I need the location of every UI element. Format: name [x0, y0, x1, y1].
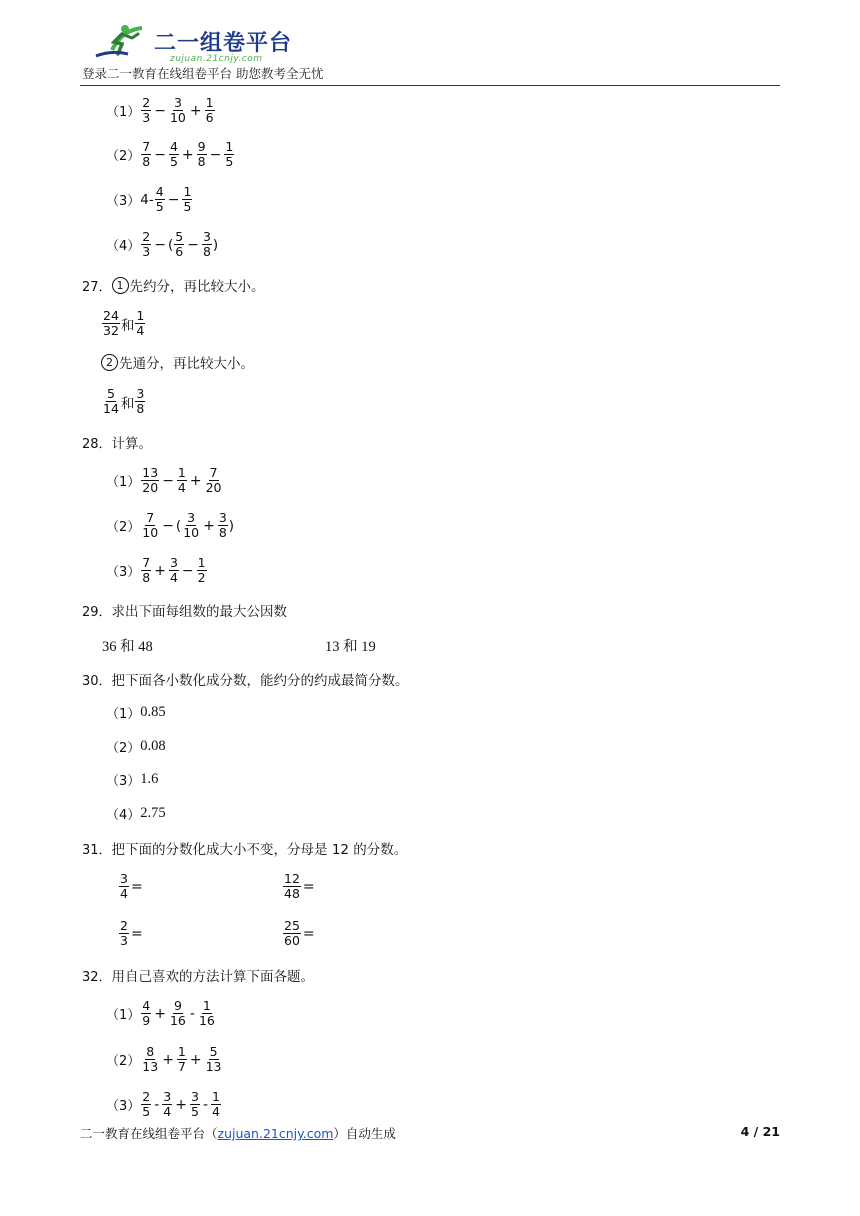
question-number: 31． [82, 842, 112, 858]
expression-text: 4- [140, 191, 154, 208]
question-text: 把下面各小数化成分数，能约分的约成最简分数。 [111, 673, 409, 689]
q28-heading [82, 432, 152, 452]
operator: - [154, 1096, 160, 1113]
denominator: 5 [225, 154, 234, 169]
denominator: 4 [120, 886, 128, 901]
fraction [169, 999, 187, 1028]
fraction [197, 556, 207, 585]
math-expression [140, 140, 235, 169]
denominator: 4 [163, 1104, 172, 1119]
equals-sign: = [130, 925, 143, 942]
fraction [141, 999, 151, 1028]
header-divider [80, 85, 780, 86]
denominator: 32 [103, 323, 119, 338]
fraction [141, 1090, 151, 1119]
q31-fraction-2 [282, 872, 315, 901]
q30-heading [82, 669, 409, 689]
question-number: 29． [82, 604, 112, 620]
fraction [141, 96, 151, 125]
question-text: 先约分，再比较大小。 [129, 279, 265, 295]
item-label: （1） [106, 1008, 141, 1023]
question-text: 用自己喜欢的方法计算下面各题。 [111, 969, 315, 985]
fraction [135, 387, 145, 416]
question-text: 把下面的分数化成大小不变，分母是 12 的分数。 [111, 842, 408, 858]
operator: + [154, 562, 166, 579]
denominator: 10 [183, 525, 200, 540]
denominator: 8 [142, 570, 151, 585]
operator: + [162, 1051, 174, 1068]
operator: − [154, 236, 166, 253]
item-label: （3） [106, 774, 141, 789]
numerator: 1 [183, 184, 192, 199]
question-text: 先通分，再比较大小。 [119, 356, 254, 372]
q27-part2-heading [101, 352, 254, 372]
math-expression [140, 185, 193, 214]
numerator: 4 [155, 184, 164, 199]
question-text: 求出下面每组数的最大公因数 [111, 604, 288, 620]
fraction [162, 1090, 172, 1119]
equals-sign: = [302, 878, 315, 895]
numerator: 4 [142, 998, 151, 1013]
numerator: 3 [173, 95, 182, 110]
item-label: （4） [106, 808, 141, 823]
q32-item-3 [106, 1090, 222, 1119]
numerator: 9 [173, 998, 182, 1013]
numerator: 5 [209, 1044, 218, 1059]
runner-logo-icon [92, 20, 152, 60]
fraction [211, 1090, 221, 1119]
operator: − [209, 146, 222, 163]
fraction [119, 872, 129, 901]
numerator: 1 [202, 998, 211, 1013]
denominator: 7 [177, 1059, 186, 1074]
operator: − [154, 102, 166, 119]
denominator: 16 [169, 1013, 186, 1028]
decimal-value: 1.6 [140, 771, 159, 787]
numerator: 3 [202, 229, 211, 244]
operator: − [162, 517, 174, 534]
header-slogan: 登录二一教育在线组卷平台 助您教考全无忧 [82, 66, 324, 81]
fraction [177, 1045, 187, 1074]
math-expression [140, 556, 207, 585]
math-expression [140, 466, 223, 495]
math-expression [140, 1045, 223, 1074]
site-logo[interactable] [92, 18, 292, 70]
denominator: 6 [205, 110, 214, 125]
q30-item-2 [106, 737, 166, 756]
numerator: 3 [120, 871, 128, 886]
numerator: 25 [284, 918, 300, 933]
numerator: 7 [146, 510, 155, 525]
fraction [141, 466, 159, 495]
fraction [155, 185, 165, 214]
fraction [169, 96, 187, 125]
q31-fraction-3 [118, 919, 143, 948]
denominator: 13 [142, 1059, 159, 1074]
q28-item-3 [106, 556, 208, 585]
numerator: 5 [106, 386, 115, 401]
q31-heading [82, 838, 407, 858]
equals-sign: = [302, 925, 315, 942]
denominator: 16 [198, 1013, 215, 1028]
q27-part1-expression [101, 309, 146, 338]
fraction [174, 230, 184, 259]
denominator: 8 [218, 525, 227, 540]
fraction [177, 466, 187, 495]
operator: − [162, 472, 174, 489]
fraction [141, 511, 159, 540]
fraction [197, 140, 207, 169]
operator: + [189, 102, 202, 119]
page-footer [80, 1124, 780, 1146]
logo-text: 二一组卷平台 [154, 31, 293, 56]
operator: − [167, 191, 180, 208]
numerator: 7 [142, 555, 151, 570]
denominator: 5 [183, 199, 192, 214]
fraction [169, 140, 179, 169]
denominator: 3 [142, 244, 151, 259]
numerator: 13 [142, 465, 159, 480]
numerator: 1 [177, 1044, 186, 1059]
equals-sign: = [130, 878, 143, 895]
fraction [182, 185, 192, 214]
q30-item-3 [106, 770, 158, 789]
q32-item-1 [106, 999, 217, 1028]
denominator: 10 [142, 525, 159, 540]
denominator: 3 [142, 110, 151, 125]
numerator: 7 [209, 465, 218, 480]
numerator: 9 [197, 139, 206, 154]
math-expression [140, 96, 215, 125]
q32-item-2 [106, 1045, 224, 1074]
circled-number-icon: 1 [112, 277, 129, 294]
footer-prefix: 二一教育在线组卷平台（ [80, 1126, 218, 1141]
fraction [283, 919, 301, 948]
expression-text: ) [228, 517, 235, 534]
numerator: 3 [218, 510, 227, 525]
q26-item-3 [106, 185, 193, 214]
q31-fraction-4 [282, 919, 315, 948]
q29-heading [82, 600, 287, 620]
math-expression [101, 309, 146, 338]
numerator: 3 [136, 386, 145, 401]
item-label: （1） [106, 707, 141, 722]
math-expression [140, 1090, 222, 1119]
denominator: 8 [142, 154, 151, 169]
denominator: 4 [169, 570, 178, 585]
logo-domain: zujuan.21cnjy.com [170, 54, 263, 64]
numerator: 3 [169, 555, 178, 570]
denominator: 5 [155, 199, 164, 214]
q27-part2-expression [101, 387, 146, 416]
operator: - [189, 1005, 195, 1022]
fraction [202, 230, 212, 259]
denominator: 6 [175, 244, 184, 259]
numerator: 2 [142, 229, 151, 244]
item-label: （1） [106, 105, 141, 120]
fraction [205, 96, 215, 125]
fraction [102, 387, 120, 416]
q32-heading [82, 965, 314, 985]
item-label: （2） [106, 741, 141, 756]
denominator: 2 [197, 570, 206, 585]
denominator: 5 [142, 1104, 151, 1119]
denominator: 10 [169, 110, 186, 125]
denominator: 20 [205, 480, 222, 495]
expression-text: ) [212, 236, 219, 253]
fraction [119, 919, 129, 948]
footer-suffix: ）自动生成 [333, 1126, 396, 1141]
expression-text: 和 [120, 317, 135, 334]
numerator: 2 [142, 95, 151, 110]
math-expression [101, 387, 146, 416]
footer-source [80, 1124, 396, 1142]
numerator: 7 [142, 139, 151, 154]
fraction [135, 309, 145, 338]
denominator: 13 [205, 1059, 222, 1074]
fraction [141, 140, 151, 169]
operator: − [187, 236, 199, 253]
math-expression [140, 230, 218, 259]
denominator: 8 [136, 401, 145, 416]
item-label: （3） [106, 565, 141, 580]
item-label: （1） [106, 475, 141, 490]
fraction [141, 556, 151, 585]
question-text: 计算。 [111, 436, 153, 452]
question-number: 30． [82, 673, 112, 689]
item-label: （3） [106, 1099, 141, 1114]
fraction [218, 511, 228, 540]
circled-number-icon: 2 [101, 354, 118, 371]
operator: − [181, 562, 194, 579]
numerator: 5 [175, 229, 184, 244]
question-number: 27． [82, 279, 112, 295]
question-number: 28． [82, 436, 112, 452]
math-expression [140, 999, 217, 1028]
decimal-value: 0.85 [140, 704, 166, 720]
numerator: 1 [177, 465, 186, 480]
numerator: 4 [169, 139, 178, 154]
operator: + [189, 1051, 202, 1068]
decimal-value: 2.75 [140, 805, 166, 821]
fraction [169, 556, 179, 585]
q29-pair-b [325, 635, 376, 656]
q30-item-1 [106, 703, 166, 722]
operator: + [203, 517, 215, 534]
denominator: 14 [103, 401, 119, 416]
question-number: 32． [82, 969, 112, 985]
q29-pair-a [102, 635, 153, 656]
page-header [80, 14, 780, 86]
numerator: 1 [225, 139, 234, 154]
numerator: 3 [187, 510, 196, 525]
expression-text: ( [175, 517, 182, 534]
expression-text: 和 [120, 395, 135, 412]
denominator: 20 [142, 480, 159, 495]
fraction [102, 309, 120, 338]
fraction [141, 1045, 159, 1074]
q27-heading [82, 275, 265, 295]
operator: + [181, 146, 194, 163]
item-label: （2） [106, 149, 141, 164]
operator: + [175, 1096, 187, 1113]
fraction [283, 872, 301, 901]
denominator: 4 [177, 480, 186, 495]
numerator: 1 [136, 308, 145, 323]
q26-item-4 [106, 230, 218, 259]
fraction [190, 1090, 200, 1119]
q26-item-2 [106, 140, 235, 169]
fraction [198, 999, 216, 1028]
q31-fraction-1 [118, 872, 143, 901]
denominator: 4 [136, 323, 145, 338]
numerator: 1 [212, 1089, 220, 1104]
operator: + [189, 472, 202, 489]
numerator: 8 [146, 1044, 155, 1059]
item-label: （3） [106, 194, 141, 209]
numerator: 2 [120, 918, 128, 933]
denominator: 5 [190, 1104, 199, 1119]
denominator: 5 [169, 154, 178, 169]
fraction [224, 140, 234, 169]
numerator: 12 [284, 871, 300, 886]
q26-item-1 [106, 96, 216, 125]
numerator: 3 [163, 1089, 172, 1104]
q28-item-1 [106, 466, 224, 495]
denominator: 8 [202, 244, 211, 259]
expression-text: ( [167, 236, 174, 253]
numerator: 1 [197, 555, 206, 570]
denominator: 48 [284, 886, 300, 901]
fraction [182, 511, 200, 540]
operator: - [202, 1096, 208, 1113]
page-number: 4 / 21 [740, 1124, 780, 1139]
denominator: 4 [212, 1104, 220, 1119]
q28-item-2 [106, 511, 234, 540]
fraction [205, 466, 223, 495]
numerator: 24 [103, 308, 119, 323]
operator: + [154, 1005, 166, 1022]
item-label: （4） [106, 239, 141, 254]
numerator: 3 [190, 1089, 199, 1104]
denominator: 3 [120, 933, 128, 948]
denominator: 8 [197, 154, 206, 169]
number-pair: 36 和 48 [102, 639, 153, 655]
numerator: 2 [142, 1089, 151, 1104]
decimal-value: 0.08 [140, 738, 166, 754]
denominator: 60 [284, 933, 300, 948]
fraction [141, 230, 151, 259]
number-pair: 13 和 19 [325, 639, 376, 655]
denominator: 9 [142, 1013, 151, 1028]
numerator: 1 [205, 95, 214, 110]
fraction [205, 1045, 223, 1074]
operator: − [154, 146, 166, 163]
math-expression [140, 511, 234, 540]
item-label: （2） [106, 520, 141, 535]
q30-item-4 [106, 804, 166, 823]
item-label: （2） [106, 1054, 141, 1069]
footer-site-link[interactable]: zujuan.21cnjy.com [217, 1126, 334, 1141]
